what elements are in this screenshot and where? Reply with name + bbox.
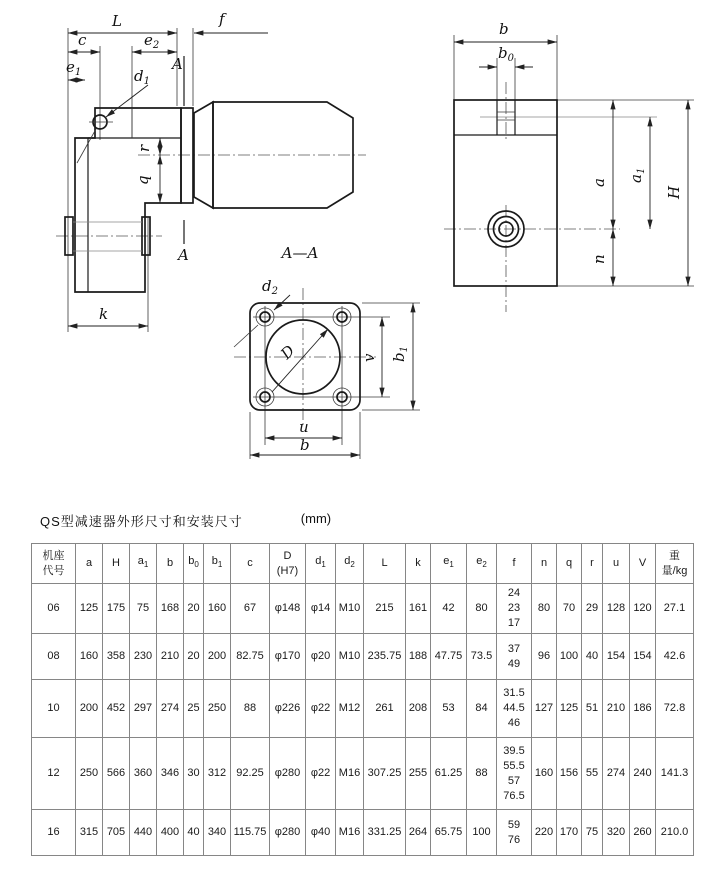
- table-cell: 67: [231, 584, 270, 634]
- table-cell: 315: [76, 810, 103, 856]
- dim-label-e1: $e_1$: [66, 58, 82, 78]
- table-cell: 51: [582, 680, 603, 738]
- table-cell: 70: [557, 584, 582, 634]
- col-header: $b_0$: [184, 544, 204, 584]
- table-cell: φ280: [270, 810, 306, 856]
- drawing-flange-section: [234, 277, 420, 459]
- table-cell: 161: [406, 584, 431, 634]
- table-cell: φ14: [306, 584, 336, 634]
- dim-label-c: c: [78, 31, 87, 49]
- table-unit: (mm): [300, 511, 332, 526]
- col-header: 机座 代号: [32, 544, 76, 584]
- table-cell: 154: [603, 634, 630, 680]
- table-cell: 84: [467, 680, 497, 738]
- section-mark-A-bottom: A: [178, 246, 189, 264]
- dim-label-b1: $b_1$: [390, 346, 410, 362]
- col-header: 重 量/kg: [656, 544, 694, 584]
- table-cell: 59 76: [497, 810, 532, 856]
- table-cell: 261: [364, 680, 406, 738]
- table-cell: 235.75: [364, 634, 406, 680]
- col-header: $e_1$: [431, 544, 467, 584]
- section-mark-A-top: A: [172, 55, 183, 73]
- col-header: n: [532, 544, 557, 584]
- dim-label-q: q: [134, 175, 152, 185]
- table-cell: 331.25: [364, 810, 406, 856]
- table-cell: 47.75: [431, 634, 467, 680]
- table-cell: 230: [130, 634, 157, 680]
- table-cell: 705: [103, 810, 130, 856]
- table-cell: 65.75: [431, 810, 467, 856]
- dim-label-a1: $a_1$: [627, 167, 647, 183]
- dim-label-n: n: [590, 254, 608, 264]
- table-cell: 20: [184, 634, 204, 680]
- table-cell: 260: [630, 810, 656, 856]
- section-title: A—A: [281, 244, 319, 262]
- table-cell: 340: [204, 810, 231, 856]
- table-cell: 452: [103, 680, 130, 738]
- col-header: a: [76, 544, 103, 584]
- table-cell: 125: [76, 584, 103, 634]
- table-cell: φ148: [270, 584, 306, 634]
- table-cell: 141.3: [656, 738, 694, 810]
- dim-label-b-flange: b: [300, 436, 310, 454]
- dim-label-L: L: [112, 12, 122, 30]
- table-cell: 320: [603, 810, 630, 856]
- table-cell: 42.6: [656, 634, 694, 680]
- table-cell: 175: [103, 584, 130, 634]
- table-cell: φ280: [270, 738, 306, 810]
- table-row: [32, 738, 694, 810]
- table-cell: 88: [467, 738, 497, 810]
- dim-label-f: f: [219, 10, 225, 28]
- col-header: D (H7): [270, 544, 306, 584]
- table-cell: 80: [467, 584, 497, 634]
- table-cell: 240: [630, 738, 656, 810]
- table-cell: 80: [532, 584, 557, 634]
- table-cell: 208: [406, 680, 431, 738]
- dim-label-b-end: b: [499, 20, 509, 38]
- table-caption: [40, 511, 680, 530]
- col-header: $d_1$: [306, 544, 336, 584]
- table-cell: 400: [157, 810, 184, 856]
- col-header: k: [406, 544, 431, 584]
- table-cell: 127: [532, 680, 557, 738]
- table-cell: φ22: [306, 738, 336, 810]
- col-header: $b_1$: [204, 544, 231, 584]
- table-cell: 297: [130, 680, 157, 738]
- table-cell: φ40: [306, 810, 336, 856]
- table-cell: 24 23 17: [497, 584, 532, 634]
- table-cell: 29: [582, 584, 603, 634]
- table-cell: 96: [532, 634, 557, 680]
- dim-label-u: u: [299, 418, 309, 436]
- table-cell: 215: [364, 584, 406, 634]
- dim-label-e2: $e_2$: [144, 31, 160, 51]
- table-cell: 92.25: [231, 738, 270, 810]
- table-cell: 20: [184, 584, 204, 634]
- table-cell: 200: [76, 680, 103, 738]
- col-header: c: [231, 544, 270, 584]
- table-cell: 264: [406, 810, 431, 856]
- dim-label-D: D: [277, 341, 299, 363]
- table-cell: 31.5 44.5 46: [497, 680, 532, 738]
- table-cell: 12: [32, 738, 76, 810]
- table-cell: 16: [32, 810, 76, 856]
- table-cell: 40: [184, 810, 204, 856]
- dim-label-v: v: [360, 353, 378, 362]
- table-cell: M10: [336, 584, 364, 634]
- col-header: $a_1$: [130, 544, 157, 584]
- table-cell: 274: [157, 680, 184, 738]
- table-cell: M12: [336, 680, 364, 738]
- table-cell: 154: [630, 634, 656, 680]
- table-cell: φ22: [306, 680, 336, 738]
- table-cell: 170: [557, 810, 582, 856]
- table-cell: 250: [76, 738, 103, 810]
- col-header: $d_2$: [336, 544, 364, 584]
- col-header: r: [582, 544, 603, 584]
- dim-label-H: H: [665, 185, 683, 199]
- col-header: b: [157, 544, 184, 584]
- table-row: [32, 810, 694, 856]
- table-cell: 186: [630, 680, 656, 738]
- table-cell: 30: [184, 738, 204, 810]
- table-cell: 250: [204, 680, 231, 738]
- table-cell: 25: [184, 680, 204, 738]
- table-cell: 82.75: [231, 634, 270, 680]
- table-cell: 156: [557, 738, 582, 810]
- table-cell: 53: [431, 680, 467, 738]
- table-cell: 73.5: [467, 634, 497, 680]
- table-cell: 168: [157, 584, 184, 634]
- table-cell: 160: [204, 584, 231, 634]
- table-cell: 128: [603, 584, 630, 634]
- dim-label-r: r: [135, 144, 153, 152]
- dim-label-d2: $d_2$: [262, 277, 278, 297]
- table-row: [32, 680, 694, 738]
- table-cell: 75: [130, 584, 157, 634]
- table-cell: 115.75: [231, 810, 270, 856]
- table-cell: 255: [406, 738, 431, 810]
- table-cell: φ226: [270, 680, 306, 738]
- table-head: [32, 544, 694, 584]
- table-cell: 188: [406, 634, 431, 680]
- table-cell: 10: [32, 680, 76, 738]
- dim-label-a: a: [590, 178, 608, 187]
- table-head-row: [32, 544, 694, 584]
- dimension-table: [31, 543, 694, 856]
- table-cell: 06: [32, 584, 76, 634]
- table-title: QS型减速器外形尺寸和安装尺寸: [40, 514, 243, 529]
- table-cell: 37 49: [497, 634, 532, 680]
- table-row: [32, 634, 694, 680]
- table-cell: M16: [336, 810, 364, 856]
- dim-label-b0: $b_0$: [498, 44, 514, 64]
- table-cell: 42: [431, 584, 467, 634]
- col-header: L: [364, 544, 406, 584]
- table-cell: 358: [103, 634, 130, 680]
- table-cell: 200: [204, 634, 231, 680]
- table-cell: 274: [603, 738, 630, 810]
- table-cell: 125: [557, 680, 582, 738]
- table-cell: 312: [204, 738, 231, 810]
- drawing-end-view: [444, 20, 694, 312]
- table-cell: 346: [157, 738, 184, 810]
- table-cell: 220: [532, 810, 557, 856]
- table-cell: 210: [603, 680, 630, 738]
- table-cell: 160: [76, 634, 103, 680]
- table-row: [32, 584, 694, 634]
- table-cell: φ170: [270, 634, 306, 680]
- table-cell: 440: [130, 810, 157, 856]
- col-header: H: [103, 544, 130, 584]
- table-cell: 27.1: [656, 584, 694, 634]
- table-cell: M16: [336, 738, 364, 810]
- table-cell: 40: [582, 634, 603, 680]
- table-cell: 72.8: [656, 680, 694, 738]
- table-cell: 120: [630, 584, 656, 634]
- table-cell: 75: [582, 810, 603, 856]
- table-body: [32, 584, 694, 856]
- drawing-side-view: [56, 10, 366, 332]
- table-cell: 210.0: [656, 810, 694, 856]
- table-cell: 307.25: [364, 738, 406, 810]
- col-header: f: [497, 544, 532, 584]
- col-header: u: [603, 544, 630, 584]
- col-header: $e_2$: [467, 544, 497, 584]
- table-cell: 100: [467, 810, 497, 856]
- table-cell: φ20: [306, 634, 336, 680]
- table-cell: 55: [582, 738, 603, 810]
- col-header: V: [630, 544, 656, 584]
- dim-label-d1: $d_1$: [134, 67, 150, 87]
- table-cell: 88: [231, 680, 270, 738]
- table-cell: 39.5 55.5 57 76.5: [497, 738, 532, 810]
- col-header: q: [557, 544, 582, 584]
- table-cell: 566: [103, 738, 130, 810]
- table-cell: M10: [336, 634, 364, 680]
- table-cell: 61.25: [431, 738, 467, 810]
- table-cell: 360: [130, 738, 157, 810]
- table-cell: 100: [557, 634, 582, 680]
- table-cell: 210: [157, 634, 184, 680]
- table-cell: 08: [32, 634, 76, 680]
- dim-label-k: k: [99, 305, 109, 323]
- table-cell: 160: [532, 738, 557, 810]
